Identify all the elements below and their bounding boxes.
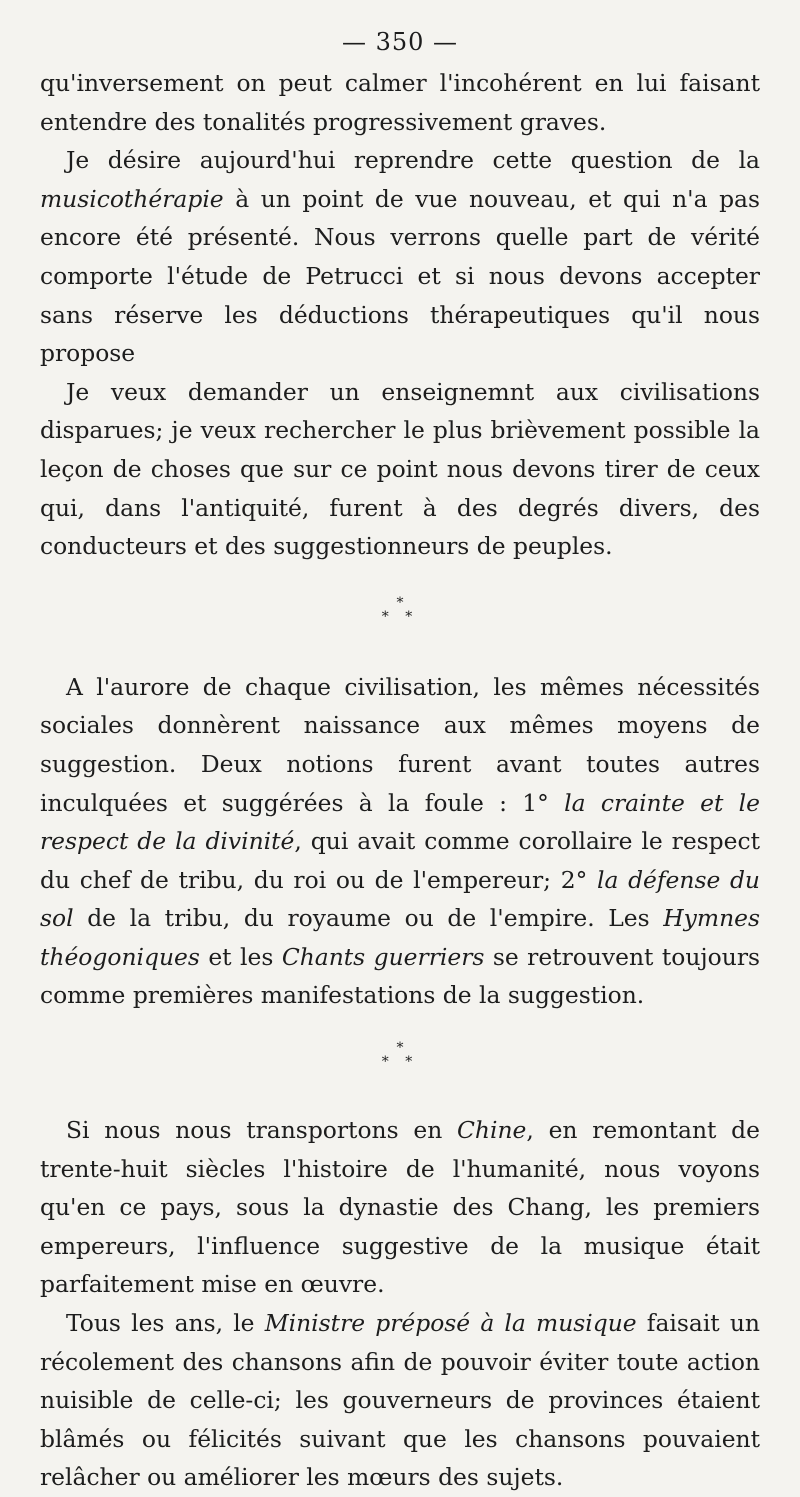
text-run: à un point de vue nouveau, et qui n'a pas encore été présenté. Nous verrons quelle part de vérité comporte l'étude de Petrucci et si nous devons accepter sans réserve les déductions thérapeutiques qu'il nous propose (40, 184, 760, 368)
text-run: de la tribu, du royaume ou de l'empire. Les (73, 904, 664, 933)
italic-text-run: la défense du sol (40, 865, 760, 933)
page-number: — 350 — (341, 28, 459, 56)
italic-text-run: Hymnes théogoniques (40, 904, 760, 971)
italic-text-run: la crainte et le respect de la divinité (40, 788, 761, 856)
paragraph (40, 141, 760, 373)
text-run: qu'inversement on peut calmer l'incohérent en lui faisant entendre des tonalités progressivement graves. (40, 69, 760, 136)
text-run: A l'aurore de chaque civilisation, les mêmes nécessités sociales donnèrent naissance aux mêmes moyens de suggestion. Deux notions furent avant toutes autres inculquées et suggérées à la foule : 1° (40, 672, 760, 817)
section-separator (40, 1041, 760, 1069)
text-run: , en remontant de trente-huit siècles l'histoire de l'humanité, nous voyons qu'en ce pays, sous la dynastie des Chang, les premiers empereurs, l'influence suggestive de la musique était parfaitement mise en œuvre. (40, 1116, 760, 1299)
italic-text-run: Chine (457, 1116, 527, 1145)
text-run: , qui avait comme corollaire le respect du chef de tribu, du roi ou de l'empereur; 2° (40, 827, 761, 894)
text-run: faisait un récolement des chansons afin de pouvoir éviter toute action nuisible de celle-ci; les gouverneurs de provinces étaient blâmés ou félicités suivant que les chansons pouvaient relâcher ou améliorer les mœurs des sujets. (40, 1309, 760, 1492)
separator-star-bottom: * * (381, 608, 419, 625)
text-run: Si nous nous transportons en (66, 1116, 458, 1145)
text-run: Je désire aujourd'hui reprendre cette question de la (66, 146, 760, 175)
separator-star-top: * (396, 1040, 404, 1057)
paragraph (40, 668, 760, 1015)
paragraph (40, 1111, 760, 1304)
italic-text-run: Ministre préposé à la musique (264, 1309, 637, 1338)
italic-text-run: Chants guerriers (281, 942, 485, 971)
section-separator (40, 596, 760, 624)
paragraph (40, 1304, 760, 1497)
separator-star-bottom: * * (381, 1054, 419, 1071)
text-run: et les (199, 942, 282, 971)
text-run: Je veux demander un enseignemnt aux civilisations disparues; je veux rechercher le plus brièvement possible la leçon de choses que sur ce point nous devons tirer de ceux qui, dans l'antiquité, furent à des degrés divers, des conducteurs et des suggestionneurs de peuples. (40, 377, 760, 561)
text-run: se retrouvent toujours comme premières manifestations de la suggestion. (40, 942, 761, 1010)
separator-star-top: * (396, 594, 404, 611)
paragraph (40, 64, 760, 141)
paragraph (40, 373, 760, 566)
italic-text-run: musicothérapie (40, 184, 224, 213)
text-run: Tous les ans, le (66, 1309, 265, 1338)
